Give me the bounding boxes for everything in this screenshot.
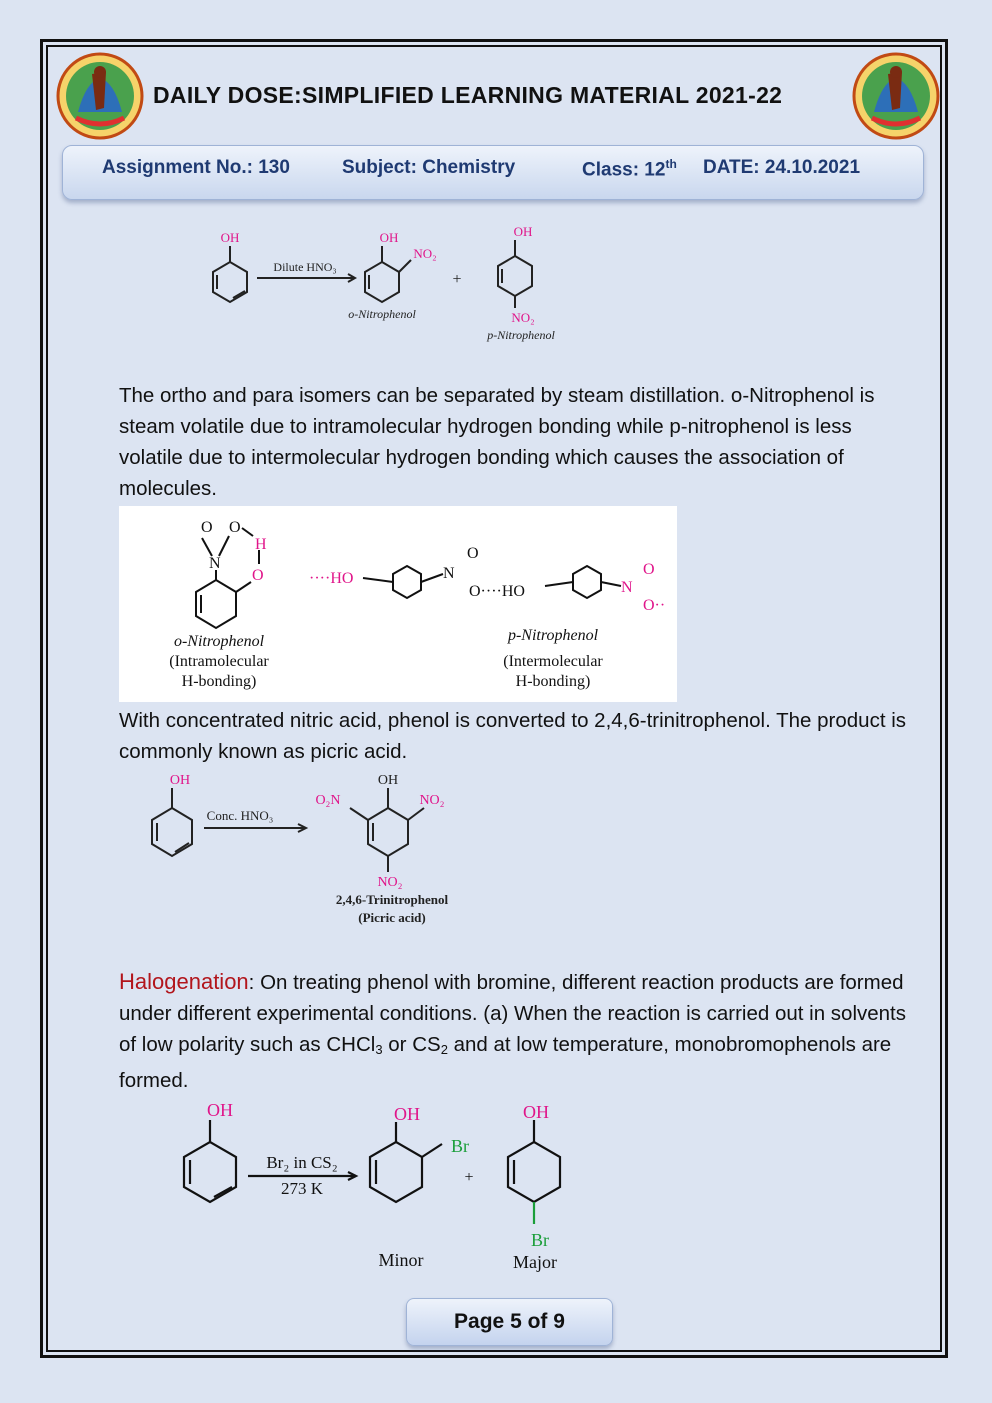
oxygen-atom: O xyxy=(467,545,479,562)
reagent-top: Br₂ in CS₂ xyxy=(266,1153,338,1172)
picric-acid-paragraph: With concentrated nitric acid, phenol is converted to 2,4,6-trinitrophenol. The product is commonly known as picric acid. xyxy=(119,709,907,763)
class-suffix: th xyxy=(665,157,677,171)
minor-label: Minor xyxy=(378,1250,424,1270)
para-bond-type: (Intermolecular xyxy=(503,653,603,670)
picric-acid-scheme-image xyxy=(140,768,480,928)
ortho-product-label: o-Nitrophenol xyxy=(348,307,416,321)
oxygen-atom: O xyxy=(201,519,213,536)
para-product-label: p-Nitrophenol xyxy=(487,328,555,342)
no2-label: NO₂ xyxy=(377,875,403,890)
para-bond-type: H-bonding) xyxy=(515,673,591,690)
oxygen-atom: O xyxy=(643,561,655,578)
ho-group-mid: O····HO xyxy=(469,583,525,600)
plus-sign: + xyxy=(464,1169,474,1186)
hydrogen-bonding-diagram xyxy=(119,506,677,702)
nitrogen-atom: N xyxy=(621,579,633,596)
ho-group-left: ····HO xyxy=(309,570,354,587)
no2-label: NO₂ xyxy=(419,793,445,808)
major-label: Major xyxy=(513,1252,557,1272)
subscript: 3 xyxy=(375,1042,383,1057)
halogenation-paragraph xyxy=(119,966,919,1096)
nitrogen-atom: N xyxy=(209,555,221,572)
no2-label: NO₂ xyxy=(511,310,535,325)
nitrogen-atom: N xyxy=(443,565,455,582)
separation-paragraph: The ortho and para isomers can be separated by steam distillation. o-Nitrophenol is steam volatile due to intramolecular hydrogen bonding while p-nitrophenol is less volatile due to intermolecular hydrogen bonding which causes the association of molecules. xyxy=(119,384,875,500)
bromination-scheme-image xyxy=(170,1096,590,1276)
oh-label: OH xyxy=(220,230,240,245)
plus-sign: + xyxy=(452,271,462,288)
br-label: Br xyxy=(451,1136,469,1156)
br-label: Br xyxy=(531,1230,549,1250)
hydrogen-atom: H xyxy=(255,536,267,553)
oh-label: OH xyxy=(379,230,399,245)
date-label: DATE: 24.10.2021 xyxy=(703,157,861,178)
class-text: Class: 12 xyxy=(582,159,666,181)
para-name: p-Nitrophenol xyxy=(507,627,599,644)
oh-label: OH xyxy=(513,224,533,239)
product-common-name: (Picric acid) xyxy=(358,910,426,925)
oh-label: OH xyxy=(169,773,191,788)
page-title: DAILY DOSE:SIMPLIFIED LEARNING MATERIAL 2021-22 xyxy=(153,82,783,108)
ortho-bond-type: (Intramolecular xyxy=(169,653,269,670)
oxygen-atom: O xyxy=(252,567,264,584)
ortho-bond-type: H-bonding) xyxy=(181,673,257,690)
oxygen-end: O·· xyxy=(643,597,666,614)
oxygen-atom: O xyxy=(229,519,241,536)
reagent-label: Dilute HNO₃ xyxy=(273,260,337,274)
halogenation-heading: Halogenation xyxy=(119,969,249,994)
reagent-bottom: 273 K xyxy=(280,1179,324,1198)
assignment-number: Assignment No.: 130 xyxy=(102,157,290,178)
reagent-label: Conc. HNO₃ xyxy=(206,808,274,823)
oh-label: OH xyxy=(394,1104,420,1124)
oh-label: OH xyxy=(207,1100,233,1120)
subscript: 2 xyxy=(440,1042,448,1057)
school-logo-right xyxy=(852,52,940,140)
nitration-scheme-image xyxy=(195,222,595,362)
no2-label: NO₂ xyxy=(413,246,437,261)
hydrogen-bonding-figure xyxy=(119,506,677,702)
oh-label: OH xyxy=(377,773,399,788)
halogenation-text: and at low temperature, monobromophenols are formed. xyxy=(119,1033,892,1092)
oh-label: OH xyxy=(523,1102,549,1122)
o2n-label: O₂N xyxy=(315,793,341,808)
halogenation-text: or CS xyxy=(382,1033,441,1056)
ortho-name: o-Nitrophenol xyxy=(173,633,265,650)
subject-label: Subject: Chemistry xyxy=(342,157,516,178)
class-label xyxy=(582,157,677,181)
product-name: 2,4,6-Trinitrophenol xyxy=(335,892,449,907)
halogenation-text: : On treating phenol with bromine, different reaction products are formed under different experimental conditions. (a) When the reaction is carried out in solvents of low polarity such as CHCl xyxy=(119,971,907,1056)
page-number-button: Page 5 of 9 xyxy=(406,1298,613,1346)
school-logo-left xyxy=(56,52,144,140)
